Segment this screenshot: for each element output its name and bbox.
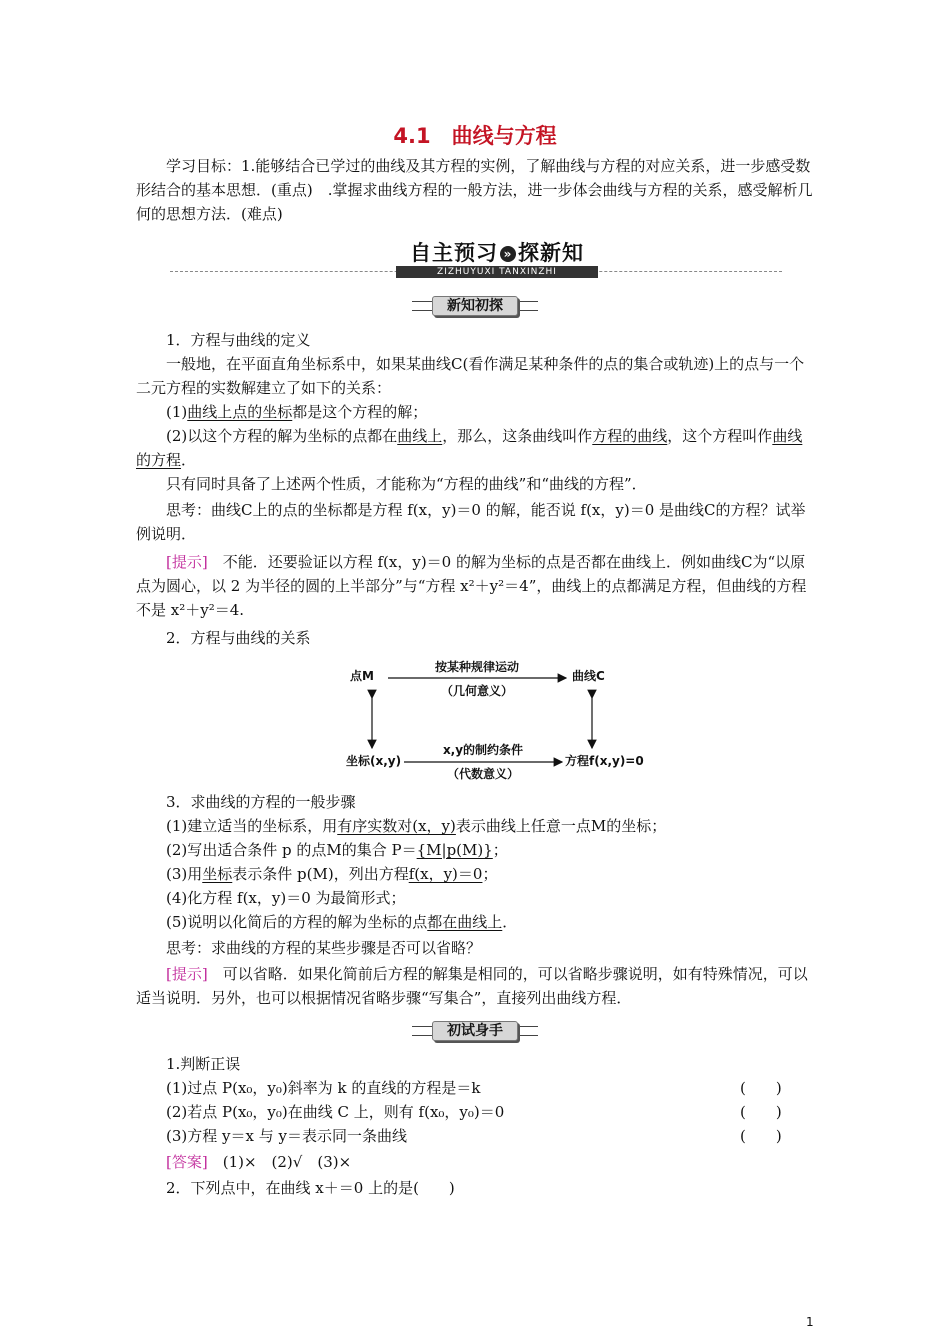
answer-text: (1)× (2)√ (3)×: [207, 1153, 352, 1171]
step-3-suffix: ；: [482, 865, 498, 883]
diagram-bottom-meaning: （代数意义）: [446, 767, 520, 781]
page-number: 1: [806, 1315, 814, 1329]
step-1-underline: 有序实数对(x，y): [337, 817, 456, 835]
section-badge-xinzhi: 新知初探: [432, 296, 518, 316]
judge-paren-1: ( ): [740, 1079, 782, 1097]
condition-2-underline-3: 曲线的方程: [136, 427, 803, 469]
diagram-curve-label: 曲线C: [572, 669, 605, 683]
diagram-top-meaning: （几何意义）: [440, 684, 514, 698]
hint-1-label: [提示]: [166, 553, 208, 571]
step-5: [166, 910, 806, 934]
diagram-coord-label: 坐标(x,y): [346, 754, 402, 768]
condition-1-prefix: (1): [166, 403, 188, 421]
section-badge-chushi: 初试身手: [432, 1021, 518, 1041]
step-2-prefix: (2)写出适合条件 p 的点M的集合 P＝: [166, 841, 417, 859]
section-banner: [400, 238, 594, 268]
hint-2-text: 可以省略．如果化简前后方程的解集是相同的，可以省略步骤说明，如有特殊情况，可以适当说明．另外，也可以根据情况省略步骤“写集合”，直接列出曲线方程．: [136, 965, 808, 1007]
condition-2-underline-2: 方程的曲线: [592, 427, 668, 445]
step-3-underline-1: 坐标: [202, 865, 233, 883]
step-3-prefix: (3)用: [166, 865, 203, 883]
hint-2: [136, 962, 816, 1010]
hint-1: [136, 550, 816, 622]
step-3-middle: 表示条件 p(M)，列出方程: [232, 865, 409, 883]
heading-steps: 3．求曲线的方程的一般步骤: [166, 793, 356, 811]
condition-1: [166, 400, 806, 424]
banner-arrow-icon: »: [500, 246, 516, 262]
heading-definition: 1．方程与曲线的定义: [166, 331, 311, 349]
step-2-underline: {M|p(M)}: [416, 841, 493, 859]
definition-paragraph: 一般地，在平面直角坐标系中，如果某曲线C(看作满足某种条件的点的集合或轨迹)上的点与一个二元方程的实数解建立了如下的关系：: [136, 355, 805, 397]
step-2-suffix: ；: [492, 841, 508, 859]
judge-paren-3: ( ): [740, 1127, 782, 1145]
condition-1-underline: 曲线上点的坐标: [187, 403, 293, 421]
banner-main: 自主预习: [410, 241, 498, 265]
condition-2-prefix: (2)以这个方程的解为坐标的点都在: [166, 427, 398, 445]
judge-paren-2: ( ): [740, 1103, 782, 1121]
answer-label: [答案]: [166, 1153, 208, 1171]
step-5-suffix: ．: [502, 913, 518, 931]
question-1-heading: 1.判断正误: [166, 1055, 241, 1073]
step-3-underline-2: f(x，y)＝0: [408, 865, 483, 883]
step-1: [166, 814, 806, 838]
step-4: (4)化方程 f(x，y)＝0 为最简形式；: [166, 889, 406, 907]
page-title: 4.1 曲线与方程: [393, 124, 557, 148]
diagram-top-rule: 按某种规律运动: [434, 660, 520, 674]
step-3: [166, 862, 806, 886]
step-1-suffix: 表示曲线上任意一点M的坐标；: [455, 817, 667, 835]
condition-2-underline-1: 曲线上: [397, 427, 443, 445]
step-5-underline: 都在曲线上: [427, 913, 503, 931]
step-1-prefix: (1)建立适当的坐标系，用: [166, 817, 338, 835]
hint-1-text: 不能．还要验证以方程 f(x，y)＝0 的解为坐标的点是否都在曲线上．例如曲线C为“以原点为圆心，以 2 为半径的圆的上半部分”与“方程 x²＋y²＝4”，曲线上的点都满足方程，但曲线的方程不是 x²＋y²＝4.: [136, 553, 807, 619]
condition-2: [136, 424, 816, 472]
both-properties: 只有同时具备了上述两个性质，才能称为“方程的曲线”和“曲线的方程”．: [166, 475, 647, 493]
condition-2-suffix: ，这个方程叫作: [667, 427, 773, 445]
judge-item-2: (2)若点 P(x₀，y₀)在曲线 C 上，则有 f(x₀，y₀)＝0: [166, 1103, 505, 1121]
judge-item-1: (1)过点 P(x₀，y₀)斜率为 k 的直线的方程是＝k: [166, 1079, 481, 1097]
think-question-1: 思考：曲线C上的点的坐标都是方程 f(x，y)＝0 的解，能否说 f(x，y)＝0 是曲线C的方程？试举例说明．: [136, 501, 806, 543]
step-5-prefix: (5)说明以化简后的方程的解为坐标的点: [166, 913, 428, 931]
banner-subtitle: ZIZHUYUXI TANXINZHI: [396, 266, 598, 278]
judge-item-3: (3)方程 y＝x 与 y＝表示同一条曲线: [166, 1127, 407, 1145]
learning-objective: 学习目标：1.能够结合已学过的曲线及其方程的实例，了解曲线与方程的对应关系，进一步感受数形结合的基本思想．(重点) .掌握求曲线方程的一般方法，进一步体会曲线与方程的关系，感受解析几何的思想方法．(难点): [136, 157, 813, 223]
step-2: [166, 838, 806, 862]
heading-relation: 2．方程与曲线的关系: [166, 629, 311, 647]
condition-1-suffix: 都是这个方程的解；: [292, 403, 428, 421]
answer-line: [166, 1150, 806, 1174]
condition-2-end: ．: [181, 451, 197, 469]
hint-2-label: [提示]: [166, 965, 208, 983]
condition-2-middle: ，那么，这条曲线叫作: [442, 427, 593, 445]
relation-diagram: [340, 658, 644, 784]
diagram-bottom-rule: x,y的制约条件: [442, 743, 524, 757]
diagram-point-label: 点M: [350, 669, 374, 683]
think-question-2: 思考：求曲线的方程的某些步骤是否可以省略？: [166, 939, 482, 957]
question-2: 2．下列点中，在曲线 x＋＝0 上的是( ): [166, 1179, 455, 1197]
banner-accent: 探新知: [518, 241, 584, 265]
diagram-equation-label: 方程f(x,y)=0: [565, 754, 644, 768]
